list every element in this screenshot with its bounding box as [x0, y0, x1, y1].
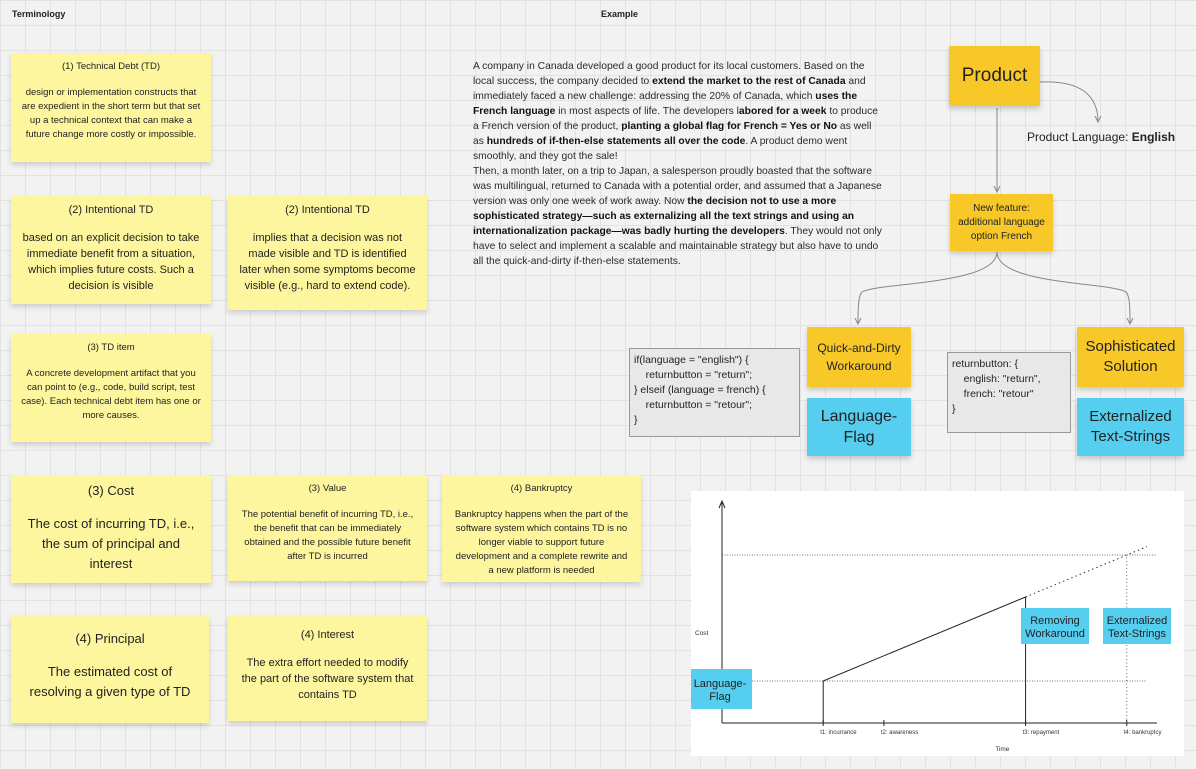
projected-line	[1026, 547, 1147, 597]
story-emphasis: uses the French language	[473, 91, 858, 117]
sticky-title: (3) TD item	[87, 342, 135, 353]
sticky-title: (2) Intentional TD	[285, 204, 370, 216]
story-emphasis: hundreds of if-then-else statements all over the code	[486, 136, 746, 147]
sticky-title: (4) Interest	[300, 629, 355, 641]
annotation-removing-workaround-text: Workaround	[1025, 628, 1085, 640]
story-text: A company in Canada developed a good product for its local customers. Based on the local success, the company decided to	[473, 61, 865, 87]
x-tick-label: t2: awareness	[880, 730, 919, 736]
story-emphasis: abored for a week	[738, 106, 827, 117]
story-text: . They would not only have to select and implement a scalable and maintainable strategy but also have to undo all the quick-and-dirty if-then-else statements.	[473, 226, 882, 267]
cost-chart	[691, 491, 1184, 756]
sticky-body: based on an explicit decision to take immediate benefit from a situation, which implies future costs. Such a decision is visible	[22, 232, 200, 292]
example-header: Example	[601, 9, 639, 19]
annotation-externalized-text: Externalized	[1106, 615, 1168, 627]
y-axis-label: Cost	[695, 629, 709, 637]
sticky-title: (4) Principal	[75, 631, 145, 646]
sticky-body: design or implementation constructs that are expedient in the short term but that set up a technical context that can make a future change more costly or impossible.	[21, 87, 201, 140]
story-text: and immediately faced a new challenge: addressing the 20% of Canada, which	[473, 76, 866, 102]
sticky-body: implies that a decision was not made visible and TD is identified later when some symptoms become visible (e.g., hard to extend code).	[239, 232, 416, 292]
product-node[interactable]: Product	[949, 46, 1040, 106]
x-tick-label: t3: repayment	[1022, 730, 1060, 736]
externalized-node[interactable]: Externalized Text-Strings	[1077, 398, 1184, 456]
story-text: to produce a French version of the product,	[473, 106, 879, 132]
language-flag-node[interactable]: Language-Flag	[807, 398, 911, 456]
annotation-language-flag-text: Language-	[693, 678, 747, 690]
cost-chart-svg	[691, 491, 1184, 756]
sticky-title: (2) Intentional TD	[68, 204, 154, 216]
story-emphasis: extend the market to the rest of Canada	[652, 76, 846, 87]
product-language-label: Product Language:	[1027, 130, 1132, 144]
story-emphasis: planting a global flag for French = Yes or No	[621, 121, 838, 132]
cost-line	[823, 597, 1025, 681]
story-text: as well as	[473, 121, 872, 147]
product-language-value: English	[1131, 130, 1176, 144]
sticky-body: Bankruptcy happens when the part of the software system which contains TD is no longer viable to support future development and a complete rewrite and a new platform is needed	[454, 509, 629, 576]
story-text: Then, a month later, on a trip to Japan, a salesperson proudly boasted that the software was multilingual, returned to Canada with a potential order, and assumed that a Japanese version was only one week of work away. Now	[473, 166, 882, 207]
story-text: . A product demo went smoothly, and they got the sale!	[473, 136, 848, 162]
connector-feature-sophisticated	[997, 252, 1130, 324]
x-axis-label: Time	[995, 746, 1010, 753]
x-tick-label: t1: incurrance	[820, 730, 857, 736]
code-object: returnbutton: { english: "return", french: "retour" }	[947, 352, 1071, 433]
quick-dirty-node[interactable]: Quick-and-Dirty Workaround	[807, 327, 911, 387]
connector-feature-quick	[858, 252, 997, 324]
sophisticated-node[interactable]: Sophisticated Solution	[1077, 327, 1184, 387]
story-emphasis: the decision not to use a more sophisticated strategy—such as externalizing all the text strings and using an internationalization package—was badly hurting the developers	[473, 196, 855, 237]
story-text: in most aspects of life. The developers l	[555, 106, 739, 117]
annotation-language-flag-text: Flag	[709, 691, 731, 703]
sticky-body: The potential benefit of incurring TD, i.e., the benefit that can be immediately obtained and the possible future benefit after TD is incurred	[241, 509, 414, 562]
sticky-body: The extra effort needed to modify the part of the software system that contains TD	[241, 657, 414, 701]
x-tick-label: t4: bankruptcy	[1123, 730, 1162, 736]
sticky-title: (4) Bankruptcy	[510, 483, 573, 494]
annotation-externalized-text: Text-Strings	[1107, 628, 1167, 640]
code-if-else: if(language = "english") { returnbutton = "return"; } elseif (language = french) { returnbutton = "retour"; }	[629, 348, 800, 437]
sticky-body: The cost of incurring TD, i.e., the sum of principal and interest	[27, 516, 195, 571]
connector-product-language	[1040, 82, 1098, 122]
sticky-title: (1) Technical Debt (TD)	[61, 61, 161, 72]
terminology-header: Terminology	[12, 9, 66, 19]
sticky-title: (3) Value	[308, 483, 347, 494]
sticky-title: (3) Cost	[87, 483, 135, 498]
sticky-body: A concrete development artifact that you can point to (e.g., code, build script, test case). Each technical debt item has one or more causes.	[21, 368, 201, 421]
annotation-removing-workaround-text: Removing	[1030, 615, 1080, 627]
new-feature-node[interactable]: New feature: additional language option French	[950, 194, 1053, 251]
product-language	[1027, 130, 1175, 144]
sticky-body: The estimated cost of resolving a given type of TD	[29, 664, 191, 699]
